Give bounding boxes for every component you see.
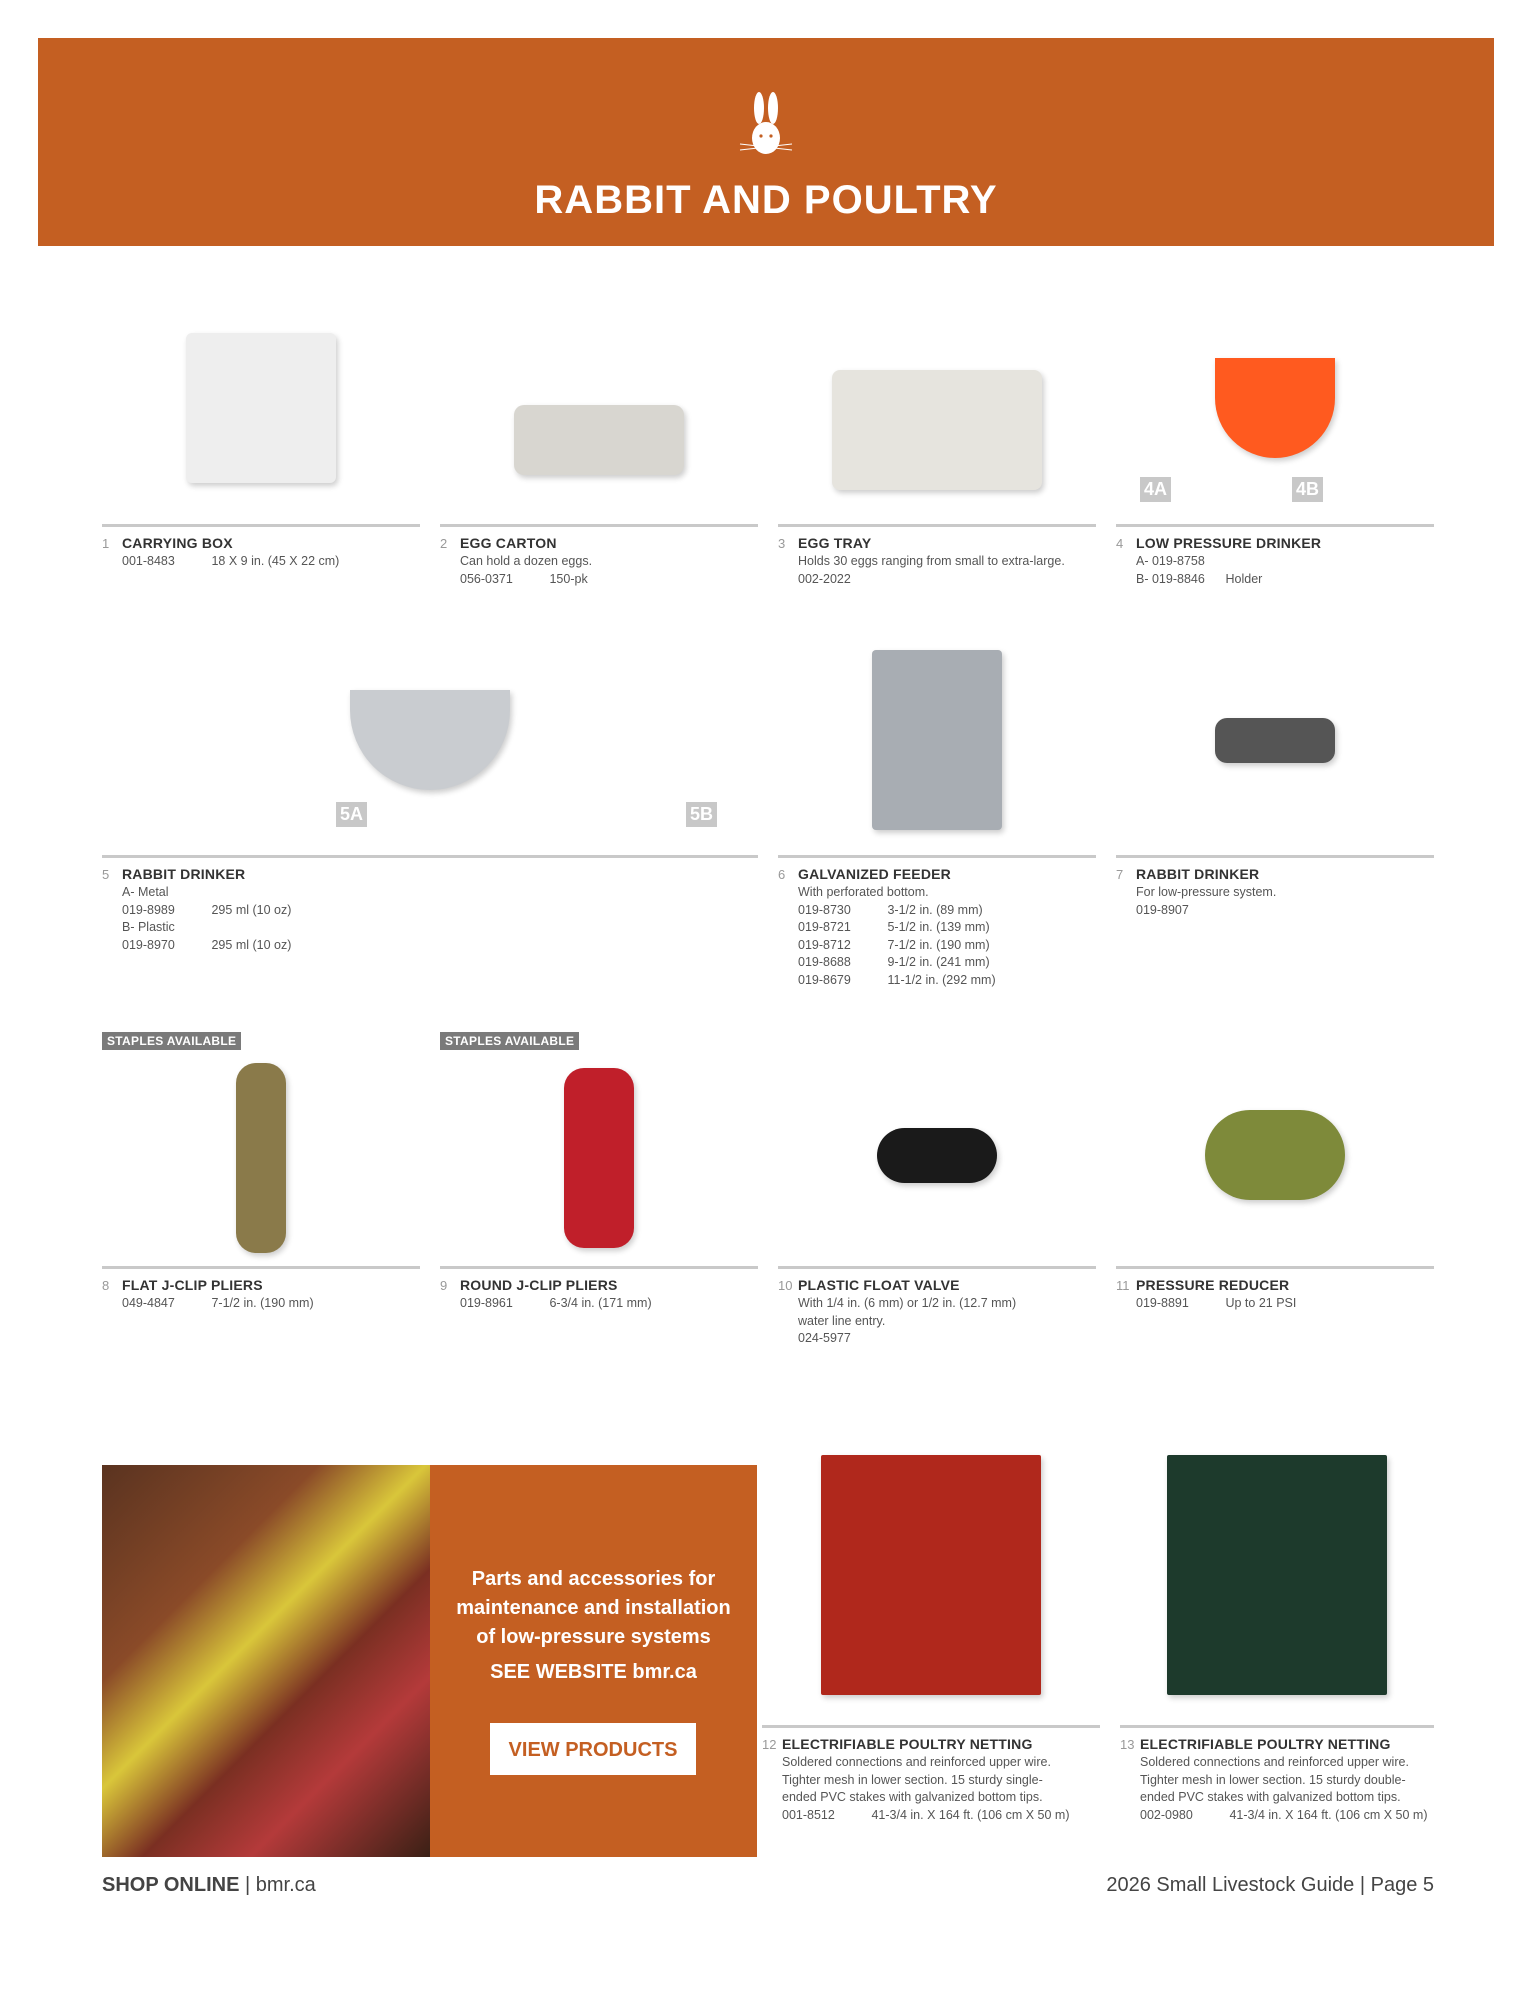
product-line bbox=[798, 1295, 1096, 1313]
product-code: Tighter mesh in lower section. 15 sturdy double- bbox=[1140, 1772, 1406, 1787]
product-number: 10 bbox=[778, 1278, 793, 1293]
product-line bbox=[1140, 1754, 1434, 1772]
product-spec: 41-3/4 in. X 164 ft. (106 cm X 50 m) bbox=[871, 1807, 1070, 1822]
product-number: 11 bbox=[1116, 1278, 1130, 1293]
product-info bbox=[440, 1277, 758, 1313]
product-line bbox=[122, 553, 420, 571]
divider bbox=[1116, 855, 1434, 858]
product-spec: 150-pk bbox=[549, 571, 588, 586]
footer-separator: | bbox=[1359, 1874, 1366, 1896]
divider bbox=[1116, 524, 1434, 527]
product-info bbox=[102, 1277, 420, 1313]
product-line bbox=[1140, 1807, 1434, 1825]
product-line bbox=[798, 902, 1096, 920]
product-code: 019-8721 bbox=[798, 920, 851, 934]
product-image bbox=[440, 395, 758, 485]
product-code: A- Metal bbox=[122, 885, 169, 899]
product-image bbox=[778, 360, 1096, 500]
product-image bbox=[102, 1060, 420, 1255]
product-image bbox=[102, 650, 758, 830]
product-number: 4 bbox=[1116, 536, 1124, 551]
product-number: 2 bbox=[440, 536, 448, 551]
product-line bbox=[1140, 1789, 1434, 1807]
product-title: LOW PRESSURE DRINKER bbox=[1136, 535, 1322, 551]
product-code: For low-pressure system. bbox=[1136, 885, 1277, 899]
footer-left bbox=[102, 1874, 316, 1897]
product-line bbox=[122, 884, 758, 902]
product-code: 019-8989 bbox=[122, 902, 175, 917]
product-code: 019-8688 bbox=[798, 955, 851, 969]
product-number: 12 bbox=[762, 1737, 777, 1752]
product-info bbox=[1120, 1736, 1434, 1824]
variant-tag: 4A bbox=[1140, 477, 1171, 502]
product-line bbox=[782, 1807, 1100, 1825]
product-image bbox=[440, 1060, 758, 1255]
product-image bbox=[1120, 1445, 1434, 1705]
product-title: GALVANIZED FEEDER bbox=[798, 866, 951, 882]
product-number: 1 bbox=[102, 536, 110, 551]
product-code: 002-2022 bbox=[798, 571, 851, 586]
section-banner bbox=[38, 38, 1494, 246]
footer-right bbox=[1106, 1874, 1434, 1897]
product-title: ROUND J-CLIP PLIERS bbox=[460, 1277, 618, 1293]
chickens-photo bbox=[102, 1465, 430, 1857]
product-title: ELECTRIFIABLE POULTRY NETTING bbox=[782, 1736, 1033, 1752]
product-line bbox=[460, 571, 758, 589]
product-info bbox=[102, 535, 420, 571]
variant-tag: 4B bbox=[1292, 477, 1323, 502]
product-code: ended PVC stakes with galvanized bottom tips. bbox=[782, 1790, 1043, 1804]
shop-online-label: SHOP ONLINE bbox=[102, 1874, 240, 1896]
product-title: EGG TRAY bbox=[798, 535, 872, 551]
product-line bbox=[798, 1313, 1096, 1331]
product-number: 3 bbox=[778, 536, 786, 551]
product-line bbox=[122, 937, 758, 955]
product-spec: 3-1/2 in. (89 mm) bbox=[887, 902, 983, 917]
product-code: water line entry. bbox=[798, 1313, 886, 1328]
product-spec: 7-1/2 in. (190 mm) bbox=[887, 937, 990, 952]
product-title: PLASTIC FLOAT VALVE bbox=[798, 1277, 960, 1293]
product-code: 019-8730 bbox=[798, 902, 851, 917]
product-title: CARRYING BOX bbox=[122, 535, 233, 551]
divider bbox=[1120, 1725, 1434, 1728]
product-image bbox=[762, 1445, 1100, 1705]
product-info bbox=[778, 535, 1096, 588]
product-line bbox=[1136, 1295, 1434, 1313]
product-line bbox=[798, 972, 1096, 990]
product-spec: 7-1/2 in. (190 mm) bbox=[211, 1296, 314, 1310]
product-number: 9 bbox=[440, 1278, 448, 1293]
product-code: Can hold a dozen eggs. bbox=[460, 554, 593, 568]
product-line bbox=[798, 884, 1096, 902]
rabbit-icon bbox=[736, 90, 796, 160]
product-number: 5 bbox=[102, 867, 110, 882]
product-code: With 1/4 in. (6 mm) or 1/2 in. (12.7 mm) bbox=[798, 1296, 1017, 1310]
page-title: RABBIT AND POULTRY bbox=[534, 178, 998, 222]
product-image bbox=[778, 650, 1096, 830]
product-line bbox=[1136, 902, 1434, 920]
product-code: A- 019-8758 bbox=[1136, 554, 1205, 568]
product-spec: 41-3/4 in. X 164 ft. (106 cm X 50 m) bbox=[1229, 1807, 1428, 1822]
product-line bbox=[1136, 884, 1434, 902]
product-number: 6 bbox=[778, 867, 786, 882]
product-line bbox=[798, 571, 1096, 589]
product-spec: 6-3/4 in. (171 mm) bbox=[549, 1296, 652, 1310]
product-info bbox=[1116, 535, 1434, 588]
product-info bbox=[440, 535, 758, 588]
view-products-button[interactable]: VIEW PRODUCTS bbox=[490, 1723, 696, 1775]
product-image bbox=[1116, 1090, 1434, 1220]
product-spec: 9-1/2 in. (241 mm) bbox=[887, 955, 990, 969]
staples-badge: STAPLES AVAILABLE bbox=[102, 1032, 241, 1050]
product-line bbox=[782, 1772, 1100, 1790]
product-line bbox=[1140, 1772, 1434, 1790]
product-code: B- Plastic bbox=[122, 920, 175, 934]
product-info bbox=[778, 866, 1096, 989]
staples-badge: STAPLES AVAILABLE bbox=[440, 1032, 579, 1050]
divider bbox=[778, 855, 1096, 858]
product-line bbox=[798, 937, 1096, 955]
product-info bbox=[778, 1277, 1096, 1348]
product-image bbox=[1116, 690, 1434, 790]
variant-tag: 5A bbox=[336, 802, 367, 827]
variant-tag: 5B bbox=[686, 802, 717, 827]
page-number: Page 5 bbox=[1370, 1874, 1434, 1896]
footer-separator: | bbox=[245, 1874, 251, 1896]
product-line bbox=[782, 1754, 1100, 1772]
product-title: FLAT J-CLIP PLIERS bbox=[122, 1277, 263, 1293]
product-number: 13 bbox=[1120, 1737, 1135, 1752]
product-code: Tighter mesh in lower section. 15 sturdy single- bbox=[782, 1772, 1043, 1787]
product-title: PRESSURE REDUCER bbox=[1136, 1277, 1290, 1293]
product-line bbox=[460, 1295, 758, 1313]
product-code: 001-8512 bbox=[782, 1807, 835, 1822]
product-info bbox=[762, 1736, 1100, 1824]
product-number: 8 bbox=[102, 1278, 110, 1293]
divider bbox=[440, 1266, 758, 1269]
product-line bbox=[798, 954, 1096, 972]
divider bbox=[762, 1725, 1100, 1728]
product-code: ended PVC stakes with galvanized bottom tips. bbox=[1140, 1790, 1401, 1804]
promo-box bbox=[430, 1465, 757, 1857]
product-spec: 5-1/2 in. (139 mm) bbox=[887, 920, 990, 934]
product-spec: 295 ml (10 oz) bbox=[211, 902, 292, 917]
product-code: 019-8712 bbox=[798, 937, 851, 952]
product-image bbox=[1116, 310, 1434, 505]
promo-website[interactable]: SEE WEBSITE bmr.ca bbox=[490, 1661, 697, 1683]
product-code: 049-4847 bbox=[122, 1296, 175, 1310]
divider bbox=[102, 1266, 420, 1269]
product-spec: Holder bbox=[1225, 571, 1263, 586]
product-code: 056-0371 bbox=[460, 571, 513, 586]
product-code: 019-8961 bbox=[460, 1296, 513, 1310]
product-title: RABBIT DRINKER bbox=[1136, 866, 1260, 882]
footer-site-link[interactable]: bmr.ca bbox=[255, 1874, 316, 1896]
product-title: RABBIT DRINKER bbox=[122, 866, 246, 882]
product-info bbox=[1116, 866, 1434, 919]
product-code: 001-8483 bbox=[122, 554, 175, 568]
divider bbox=[1116, 1266, 1434, 1269]
product-spec: 295 ml (10 oz) bbox=[211, 937, 292, 952]
product-line bbox=[798, 919, 1096, 937]
product-code: 002-0980 bbox=[1140, 1807, 1193, 1822]
product-line bbox=[122, 902, 758, 920]
product-line bbox=[782, 1789, 1100, 1807]
product-title: EGG CARTON bbox=[460, 535, 557, 551]
divider bbox=[778, 524, 1096, 527]
divider bbox=[440, 524, 758, 527]
product-line bbox=[1136, 571, 1434, 589]
divider bbox=[102, 855, 758, 858]
product-line bbox=[460, 553, 758, 571]
product-code: With perforated bottom. bbox=[798, 885, 929, 899]
product-info bbox=[102, 866, 758, 954]
product-number: 7 bbox=[1116, 867, 1124, 882]
product-code: Soldered connections and reinforced upper wire. bbox=[1140, 1755, 1409, 1769]
product-code: 019-8891 bbox=[1136, 1296, 1189, 1310]
product-line bbox=[122, 1295, 420, 1313]
product-code: 019-8907 bbox=[1136, 902, 1189, 917]
product-spec: 11-1/2 in. (292 mm) bbox=[887, 972, 996, 987]
product-title: ELECTRIFIABLE POULTRY NETTING bbox=[1140, 1736, 1391, 1752]
product-code: B- 019-8846 bbox=[1136, 571, 1205, 586]
product-code: 019-8970 bbox=[122, 937, 175, 952]
product-info bbox=[1116, 1277, 1434, 1313]
product-line bbox=[798, 553, 1096, 571]
divider bbox=[102, 524, 420, 527]
product-code: 019-8679 bbox=[798, 972, 851, 987]
product-line bbox=[122, 919, 758, 937]
product-code: 024-5977 bbox=[798, 1331, 851, 1345]
product-line bbox=[1136, 553, 1434, 571]
product-code: Soldered connections and reinforced upper wire. bbox=[782, 1755, 1051, 1769]
product-image bbox=[778, 1090, 1096, 1220]
product-spec: 18 X 9 in. (45 X 22 cm) bbox=[211, 554, 340, 568]
product-code: Holds 30 eggs ranging from small to extra-large. bbox=[798, 554, 1065, 568]
product-image bbox=[102, 310, 420, 505]
guide-title: 2026 Small Livestock Guide bbox=[1106, 1874, 1355, 1896]
promo-text: Parts and accessories for maintenance and installation of low-pressure systems bbox=[456, 1568, 731, 1648]
divider bbox=[778, 1266, 1096, 1269]
product-line bbox=[798, 1330, 1096, 1348]
product-spec: Up to 21 PSI bbox=[1225, 1296, 1297, 1310]
